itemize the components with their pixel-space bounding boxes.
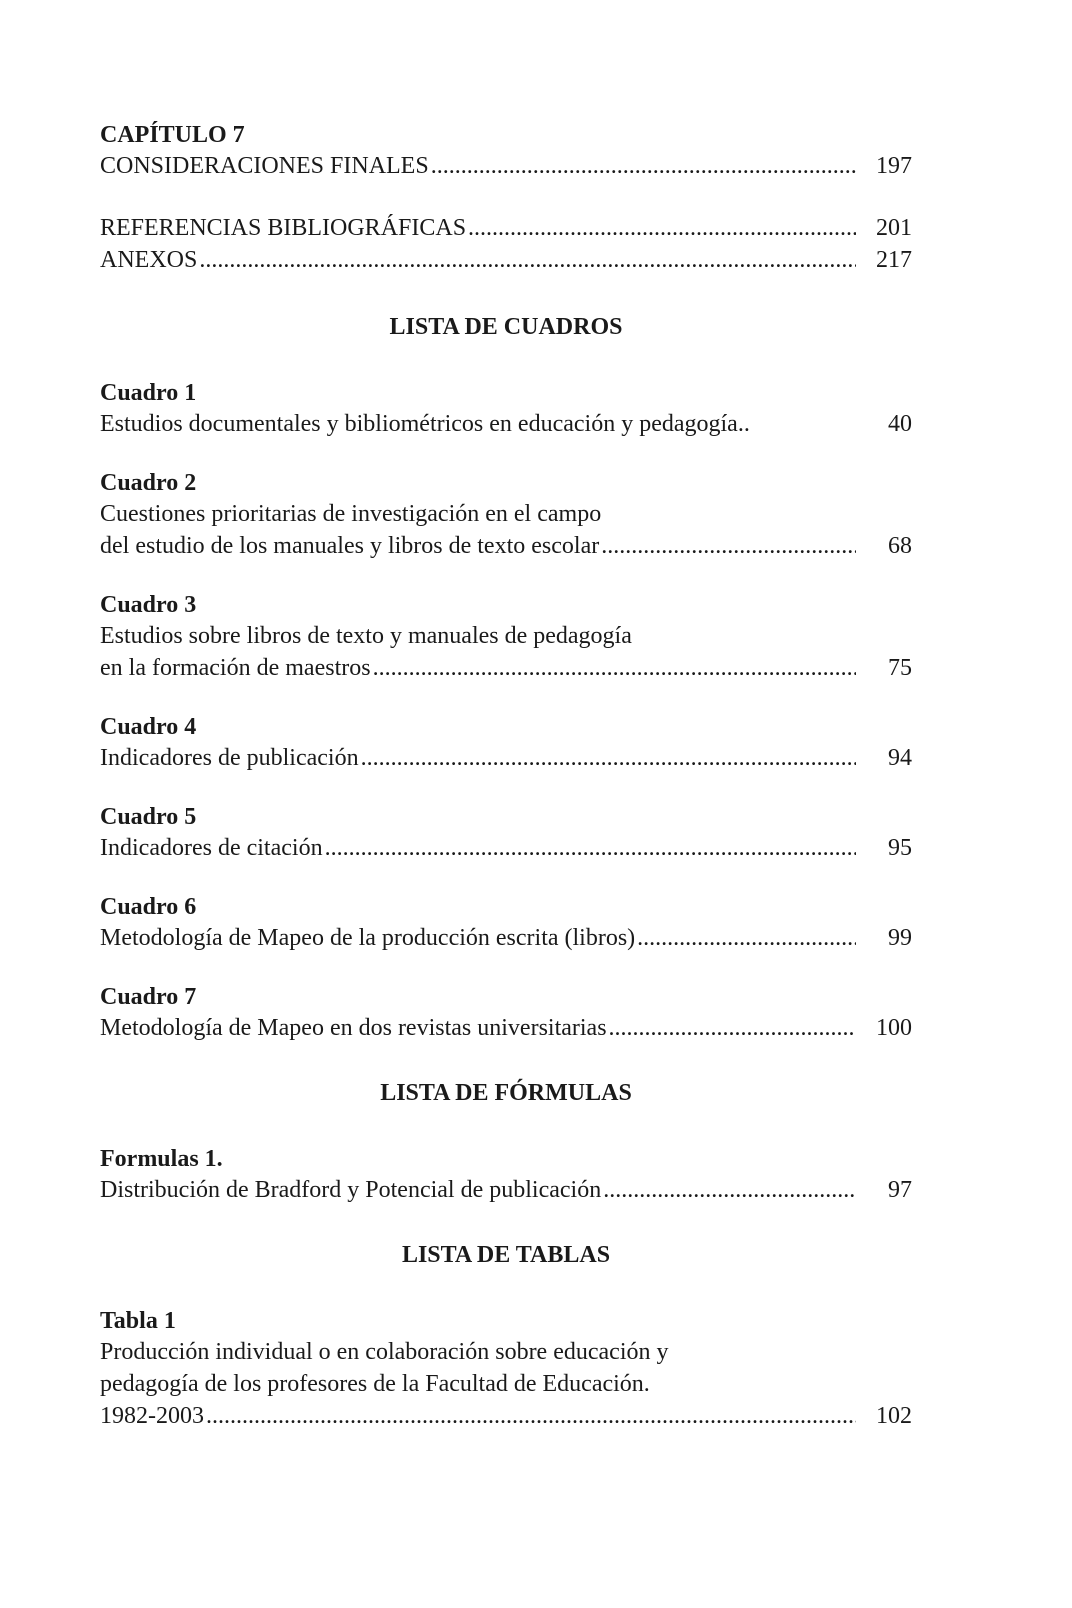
toc-entry-text: Indicadores de publicación <box>100 745 359 771</box>
section-title-tablas: LISTA DE TABLAS <box>401 1242 611 1268</box>
toc-entry <box>100 212 912 244</box>
toc-entry <box>100 922 912 954</box>
dot-leader <box>601 530 856 562</box>
item-heading: Formulas 1. <box>100 1146 223 1172</box>
list-item <box>100 1306 912 1432</box>
dot-leader <box>373 652 856 684</box>
chapter-7-block <box>100 120 912 182</box>
toc-entry-page: 75 <box>888 655 912 681</box>
item-line: Estudios sobre libros de texto y manuales de pedagogía <box>100 623 632 649</box>
toc-entry-page: 201 <box>876 215 912 241</box>
dot-leader <box>361 742 856 774</box>
cuadros-list <box>100 378 912 1044</box>
item-line: Cuestiones prioritarias de investigación en el campo <box>100 501 602 527</box>
item-heading: Cuadro 1 <box>100 380 197 406</box>
section-title-cuadros: LISTA DE CUADROS <box>389 314 623 340</box>
item-heading: Cuadro 7 <box>100 984 197 1010</box>
dot-leader <box>468 212 856 244</box>
toc-entry-page: 217 <box>876 247 912 273</box>
item-heading: Cuadro 6 <box>100 894 197 920</box>
item-line: pedagogía de los profesores de la Facultad de Educación. <box>100 1371 650 1397</box>
list-item <box>100 982 912 1044</box>
toc-page <box>100 120 912 1432</box>
chapter-heading: CAPÍTULO 7 <box>100 122 245 148</box>
toc-entry-text: 1982-2003 <box>100 1403 204 1429</box>
item-line: Producción individual o en colaboración sobre educación y <box>100 1339 669 1365</box>
toc-entry-text: en la formación de maestros <box>100 655 371 681</box>
toc-entry-page: 95 <box>888 835 912 861</box>
toc-entry <box>100 1400 912 1432</box>
toc-entry-page: 102 <box>876 1403 912 1429</box>
dot-leader <box>206 1400 856 1432</box>
toc-entry-page: 97 <box>888 1177 912 1203</box>
list-item <box>100 802 912 864</box>
list-item <box>100 468 912 562</box>
toc-entry <box>100 408 912 440</box>
toc-entry-text: CONSIDERACIONES FINALES <box>100 153 429 179</box>
item-heading: Cuadro 2 <box>100 470 197 496</box>
toc-entry-page: 99 <box>888 925 912 951</box>
toc-entry-text: Distribución de Bradford y Potencial de publicación <box>100 1177 602 1203</box>
toc-entry <box>100 1012 912 1044</box>
misc-block <box>100 212 912 276</box>
toc-entry <box>100 1174 912 1206</box>
toc-entry <box>100 530 912 562</box>
toc-entry-text: Metodología de Mapeo de la producción escrita (libros) <box>100 925 636 951</box>
item-heading: Tabla 1 <box>100 1308 176 1334</box>
toc-entry-page: 94 <box>888 745 912 771</box>
toc-entry-text: Indicadores de citación <box>100 835 323 861</box>
toc-entry <box>100 652 912 684</box>
toc-entry <box>100 742 912 774</box>
toc-entry-text: del estudio de los manuales y libros de texto escolar <box>100 533 600 559</box>
list-item <box>100 590 912 684</box>
list-item <box>100 892 912 954</box>
list-item <box>100 1144 912 1206</box>
dot-leader <box>325 832 856 864</box>
toc-entry-page: 68 <box>888 533 912 559</box>
item-heading: Cuadro 4 <box>100 714 197 740</box>
list-item <box>100 712 912 774</box>
toc-entry-page: 197 <box>876 153 912 179</box>
dot-leader <box>603 1174 856 1206</box>
item-heading: Cuadro 3 <box>100 592 197 618</box>
dot-leader <box>637 922 856 954</box>
toc-entry <box>100 244 912 276</box>
list-item <box>100 378 912 440</box>
toc-entry-text: Estudios documentales y bibliométricos en educación y pedagogía.. <box>100 411 750 437</box>
item-heading: Cuadro 5 <box>100 804 197 830</box>
dot-leader <box>199 244 856 276</box>
toc-entry <box>100 150 912 182</box>
dot-leader <box>431 150 856 182</box>
toc-entry <box>100 832 912 864</box>
toc-entry-page: 40 <box>888 411 912 437</box>
toc-entry-text: Metodología de Mapeo en dos revistas universitarias <box>100 1015 607 1041</box>
section-title-formulas: LISTA DE FÓRMULAS <box>380 1080 632 1106</box>
toc-entry-text: REFERENCIAS BIBLIOGRÁFICAS <box>100 215 467 241</box>
dot-leader <box>609 1012 856 1044</box>
toc-entry-page: 100 <box>876 1015 912 1041</box>
toc-entry-text: ANEXOS <box>100 247 198 273</box>
